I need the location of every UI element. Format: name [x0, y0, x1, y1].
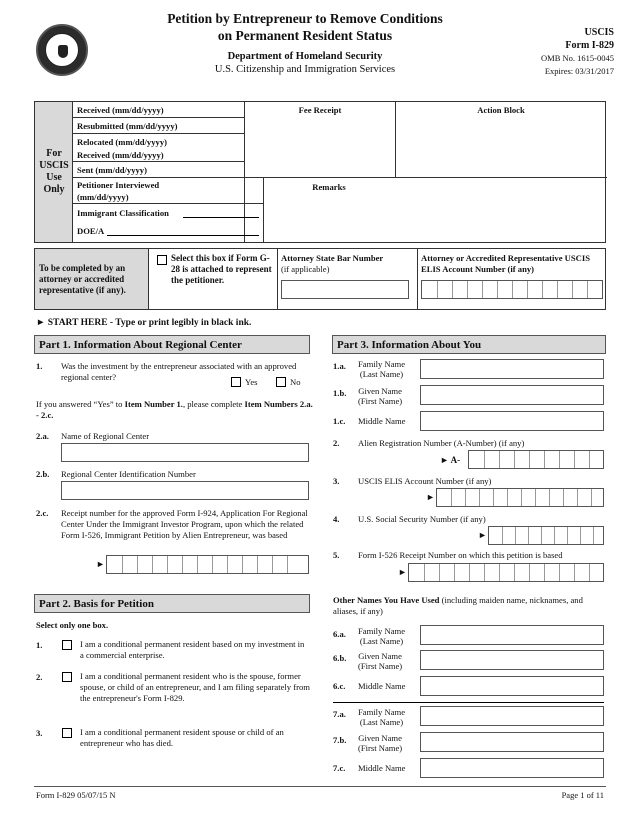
ssn-input[interactable] — [488, 526, 604, 545]
arrow-icon: ► — [398, 567, 407, 577]
regional-center-name-input[interactable] — [61, 443, 309, 462]
g28-checkbox[interactable] — [157, 255, 167, 265]
i924-receipt-input[interactable] — [106, 555, 309, 574]
arrow-icon: ► — [96, 559, 105, 569]
opt1-number: 1. — [36, 640, 43, 650]
given-name-input[interactable] — [420, 385, 604, 405]
attorney-elis-input[interactable] — [421, 280, 603, 299]
doe-label: DOE/A — [77, 226, 105, 236]
bar-number-label: Attorney State Bar Number — [281, 253, 384, 263]
attorney-block — [34, 248, 606, 310]
i526-receipt-input[interactable] — [408, 563, 604, 582]
q2a-label: Name of Regional Center — [61, 431, 150, 441]
q2c-number: 2.c. — [36, 508, 49, 518]
opt3-number: 3. — [36, 728, 43, 738]
f1b-label: Given Name (First Name) — [358, 386, 403, 406]
elis-account-label: USCIS ELIS Account Number (if any) — [358, 476, 492, 486]
opt3-text: I am a conditional permanent resident spouse or child of an entrepreneur who has died. — [80, 727, 284, 748]
a-number-label: Alien Registration Number (A-Number) (if any) — [358, 438, 525, 448]
form-title: Petition by Entrepreneur to Remove Conditions on Permanent Resident Status — [167, 11, 443, 43]
family-name-input[interactable] — [420, 359, 604, 379]
f7c-number: 7.c. — [333, 763, 346, 773]
petitioner-interviewed-label: Petitioner Interviewed — [77, 180, 160, 190]
opt2-checkbox[interactable] — [62, 672, 72, 682]
q1-text: Was the investment by the entrepreneur associated with an approved regional center? — [61, 361, 297, 382]
regional-center-id-input[interactable] — [61, 481, 309, 500]
opt1-text: I am a conditional permanent resident based on my investment in a commercial enterprise. — [80, 639, 305, 660]
a-number-input[interactable] — [468, 450, 604, 469]
footer-form-id: Form I-829 05/07/15 N — [36, 790, 116, 800]
resubmitted-label: Resubmitted (mm/dd/yyyy) — [77, 121, 178, 131]
opt1-checkbox[interactable] — [62, 640, 72, 650]
bar-number-sub: (if applicable) — [281, 264, 330, 274]
elis-account-input[interactable] — [436, 488, 604, 507]
q2b-label: Regional Center Identification Number — [61, 469, 196, 479]
department: Department of Homeland Security U.S. Citizenship and Immigration Services — [214, 51, 396, 75]
q2-number: 2. — [333, 438, 340, 448]
f7a-label: Family Name (Last Name) — [358, 707, 406, 727]
elis-label: Attorney or Accredited Representative USCIS ELIS Account Number (if any) — [421, 253, 590, 274]
q2c-label: Receipt number for the approved Form I-924, Application For Regional Center Under the Immigrant Investor Program, upon which the related Form I-526, Immigrant Petition by Alien Entrepreneur, was based — [61, 508, 308, 540]
f1a-number: 1.a. — [333, 361, 346, 371]
f6a-number: 6.a. — [333, 629, 346, 639]
received2-label: Received (mm/dd/yyyy) — [77, 150, 164, 160]
q1-yes-checkbox[interactable] — [231, 377, 241, 387]
q2b-number: 2.b. — [36, 469, 50, 479]
part2-header: Part 2. Basis for Petition — [34, 594, 310, 613]
f7c-label: Middle Name — [358, 763, 406, 773]
ssn-label: U.S. Social Security Number (if any) — [358, 514, 486, 524]
other-middle-name-2-input[interactable] — [420, 758, 604, 778]
action-block-label: Action Block — [477, 105, 525, 115]
f6c-label: Middle Name — [358, 681, 406, 691]
page-number: Page 1 of 11 — [561, 790, 604, 800]
f1c-label: Middle Name — [358, 416, 406, 426]
i526-receipt-label: Form I-526 Receipt Number on which this petition is based — [358, 550, 563, 560]
f6a-label: Family Name (Last Name) — [358, 626, 406, 646]
f7b-number: 7.b. — [333, 735, 347, 745]
other-family-name-1-input[interactable] — [420, 625, 604, 645]
other-names-heading: Other Names You Have Used (including maiden name, nicknames, and aliases, if any) — [333, 595, 583, 616]
part3-header: Part 3. Information About You — [332, 335, 606, 354]
f7a-number: 7.a. — [333, 709, 346, 719]
bar-number-input[interactable] — [281, 280, 409, 299]
q4-number: 4. — [333, 514, 340, 524]
immigrant-class-label: Immigrant Classification — [77, 208, 169, 218]
f1b-number: 1.b. — [333, 388, 347, 398]
remarks-label: Remarks — [312, 182, 346, 192]
interview-date-label: (mm/dd/yyyy) — [77, 192, 129, 202]
q2a-number: 2.a. — [36, 431, 49, 441]
office-use-block — [34, 101, 606, 243]
arrow-icon: ► — [426, 492, 435, 502]
start-here: ► START HERE - Type or print legibly in black ink. — [36, 318, 252, 328]
g28-label: Select this box if Form G-28 is attached to represent the petitioner. — [171, 253, 272, 285]
q1-no-label: No — [290, 377, 301, 387]
f1a-label: Family Name (Last Name) — [358, 359, 406, 379]
opt2-number: 2. — [36, 672, 43, 682]
received-label: Received (mm/dd/yyyy) — [77, 105, 164, 115]
for-uscis-use-only: For USCIS Use Only — [39, 148, 69, 195]
q1-no-checkbox[interactable] — [276, 377, 286, 387]
q1-number: 1. — [36, 361, 43, 371]
f7b-label: Given Name (First Name) — [358, 733, 403, 753]
f1c-number: 1.c. — [333, 416, 346, 426]
q3-number: 3. — [333, 476, 340, 486]
q1-yes-label: Yes — [245, 377, 258, 387]
select-one-box: Select only one box. — [36, 620, 109, 630]
arrow-icon: ► — [478, 530, 487, 540]
f6b-label: Given Name (First Name) — [358, 651, 403, 671]
dhs-seal-icon — [36, 24, 88, 76]
if-yes-note: If you answered “Yes” to Item Number 1., please complete Item Numbers 2.a. - 2.c. — [36, 399, 313, 420]
middle-name-input[interactable] — [420, 411, 604, 431]
opt2-text: I am a conditional permanent resident who is the spouse, former spouse, or child of an entrepreneur, and I am filing separately from the entrepreneur's Form I-829. — [80, 671, 310, 703]
other-given-name-2-input[interactable] — [420, 732, 604, 752]
form-id-block: USCIS Form I-829 OMB No. 1615-0045 Expires: 03/31/2017 — [541, 27, 614, 76]
fee-receipt-label: Fee Receipt — [298, 105, 342, 115]
relocated-label: Relocated (mm/dd/yyyy) — [77, 137, 167, 147]
part1-header: Part 1. Information About Regional Center — [34, 335, 310, 354]
opt3-checkbox[interactable] — [62, 728, 72, 738]
other-family-name-2-input[interactable] — [420, 706, 604, 726]
attorney-note: To be completed by an attorney or accredited representative (if any). — [39, 263, 126, 295]
f6b-number: 6.b. — [333, 653, 347, 663]
f6c-number: 6.c. — [333, 681, 346, 691]
other-middle-name-1-input[interactable] — [420, 676, 604, 696]
q5-number: 5. — [333, 550, 340, 560]
sent-label: Sent (mm/dd/yyyy) — [77, 165, 147, 175]
other-given-name-1-input[interactable] — [420, 650, 604, 670]
a-prefix: ► A- — [440, 455, 461, 465]
